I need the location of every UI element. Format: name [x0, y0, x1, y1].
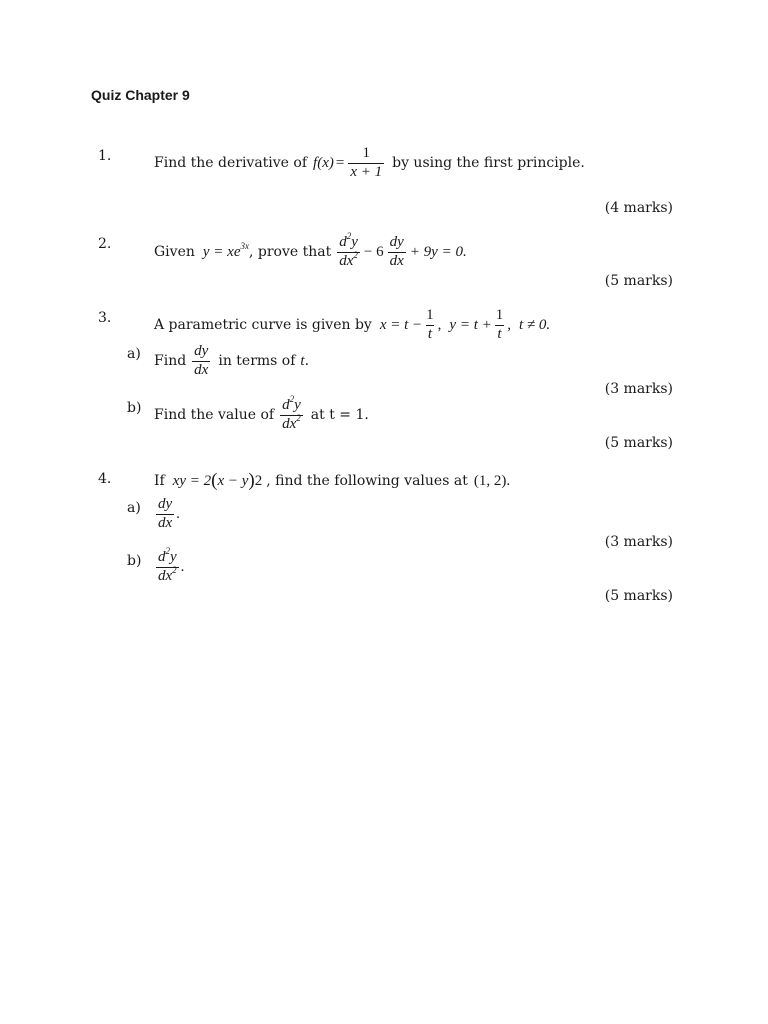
second-derivative-fraction: [156, 546, 179, 585]
second-derivative-fraction: [280, 394, 303, 433]
question-4a-text: [154, 497, 180, 532]
fraction-denominator: t: [497, 325, 502, 342]
fraction-denominator: x + 1: [350, 163, 383, 180]
x-equation: x = t −: [379, 316, 423, 333]
variable: t: [300, 352, 305, 369]
marks-label: (5 marks): [604, 273, 673, 289]
question-number: 2.: [98, 236, 112, 252]
fraction-numerator: dy: [158, 496, 173, 512]
first-derivative-fraction: [156, 497, 174, 532]
fraction-numerator: 1: [362, 145, 370, 161]
question-lead: A parametric curve is given by: [154, 317, 372, 334]
fraction: [348, 146, 384, 181]
question-lead: Find the derivative of: [154, 155, 308, 172]
d-symbol: d: [282, 397, 290, 413]
first-derivative-fraction: [192, 344, 210, 379]
fraction-denominator: dx: [389, 252, 404, 269]
period: .: [176, 505, 180, 522]
page-title: Quiz Chapter 9: [91, 87, 190, 103]
question-lead: Given: [154, 244, 195, 261]
question-number: 3.: [98, 310, 112, 326]
fraction-denominator: t: [427, 325, 432, 342]
y-symbol: y: [294, 397, 301, 413]
y-symbol: y: [351, 234, 358, 250]
fraction-numerator: 1: [495, 307, 504, 323]
part-lead: Find: [154, 353, 187, 370]
question-tail: by using the first principle.: [392, 155, 585, 172]
question-number: 1.: [98, 148, 112, 164]
part-lead: Find the value of: [154, 407, 275, 424]
function-name: f(x): [313, 154, 334, 171]
marks-label: (5 marks): [604, 588, 673, 604]
y-symbol: y: [170, 549, 177, 565]
part-tail: in terms of: [218, 353, 296, 370]
question-lead: If: [154, 473, 165, 489]
equation-left: xy = 2: [172, 472, 212, 489]
d-symbol: d: [158, 549, 166, 565]
equals-sign: =: [335, 154, 345, 171]
part-label: a): [127, 500, 141, 516]
dx-symbol: dx: [339, 252, 354, 269]
question-mid: , prove that: [248, 244, 332, 261]
fraction-numerator: 1: [426, 307, 434, 323]
fraction-denominator: dx: [158, 514, 173, 531]
separator: ,: [437, 316, 442, 333]
order-superscript: 2: [165, 546, 170, 556]
marks-label: (5 marks): [604, 435, 673, 451]
part-label: a): [127, 346, 141, 362]
d-symbol: d: [339, 234, 347, 250]
question-number: 4.: [98, 471, 112, 487]
paren-open: (: [211, 470, 218, 491]
fraction-numerator: dy: [389, 234, 404, 250]
question-4-text: If xy = 2 ( x − y ) 2 , find the following values at (1, 2).: [154, 470, 511, 491]
period: .: [304, 353, 310, 370]
question-1-text: [154, 146, 585, 181]
fraction: [494, 308, 506, 343]
y-equation: y = t +: [449, 316, 492, 333]
marks-label: (3 marks): [604, 534, 673, 550]
order-superscript: 2: [353, 249, 358, 260]
equation-left: y = xe: [202, 243, 241, 260]
point: (1, 2).: [473, 472, 511, 489]
part-label: b): [127, 553, 142, 569]
question-2-text: [154, 231, 467, 270]
fraction-denominator: dx: [194, 361, 209, 378]
exponent: 3x: [240, 240, 249, 251]
question-3-text: [154, 308, 550, 343]
marks-label: (3 marks): [604, 381, 673, 397]
order-superscript: 2: [346, 231, 352, 241]
dx-symbol: dx: [282, 415, 297, 432]
order-superscript: 2: [172, 564, 177, 575]
fraction-numerator: dy: [194, 343, 209, 359]
question-4b-text: [154, 546, 185, 585]
question-3b-text: [154, 394, 369, 433]
part-tail: at t = 1.: [310, 407, 369, 424]
question-3a-text: [154, 344, 309, 379]
period: .: [180, 558, 185, 575]
fraction: [424, 308, 436, 343]
separator: ,: [507, 316, 511, 333]
part-label: b): [127, 400, 142, 416]
dx-symbol: dx: [158, 567, 173, 584]
minus-six: − 6: [363, 243, 384, 260]
equation-tail: + 9y = 0.: [409, 243, 467, 260]
first-derivative-fraction: [388, 235, 406, 270]
paren-close: ): [248, 470, 255, 491]
order-superscript: 2: [296, 412, 301, 423]
inner-expression: x − y: [217, 472, 249, 489]
order-superscript: 2: [289, 394, 295, 404]
question-tail: , find the following values at: [266, 473, 468, 489]
marks-label: (4 marks): [604, 200, 673, 216]
condition: t ≠ 0.: [519, 316, 551, 333]
second-derivative-fraction: [337, 231, 360, 270]
